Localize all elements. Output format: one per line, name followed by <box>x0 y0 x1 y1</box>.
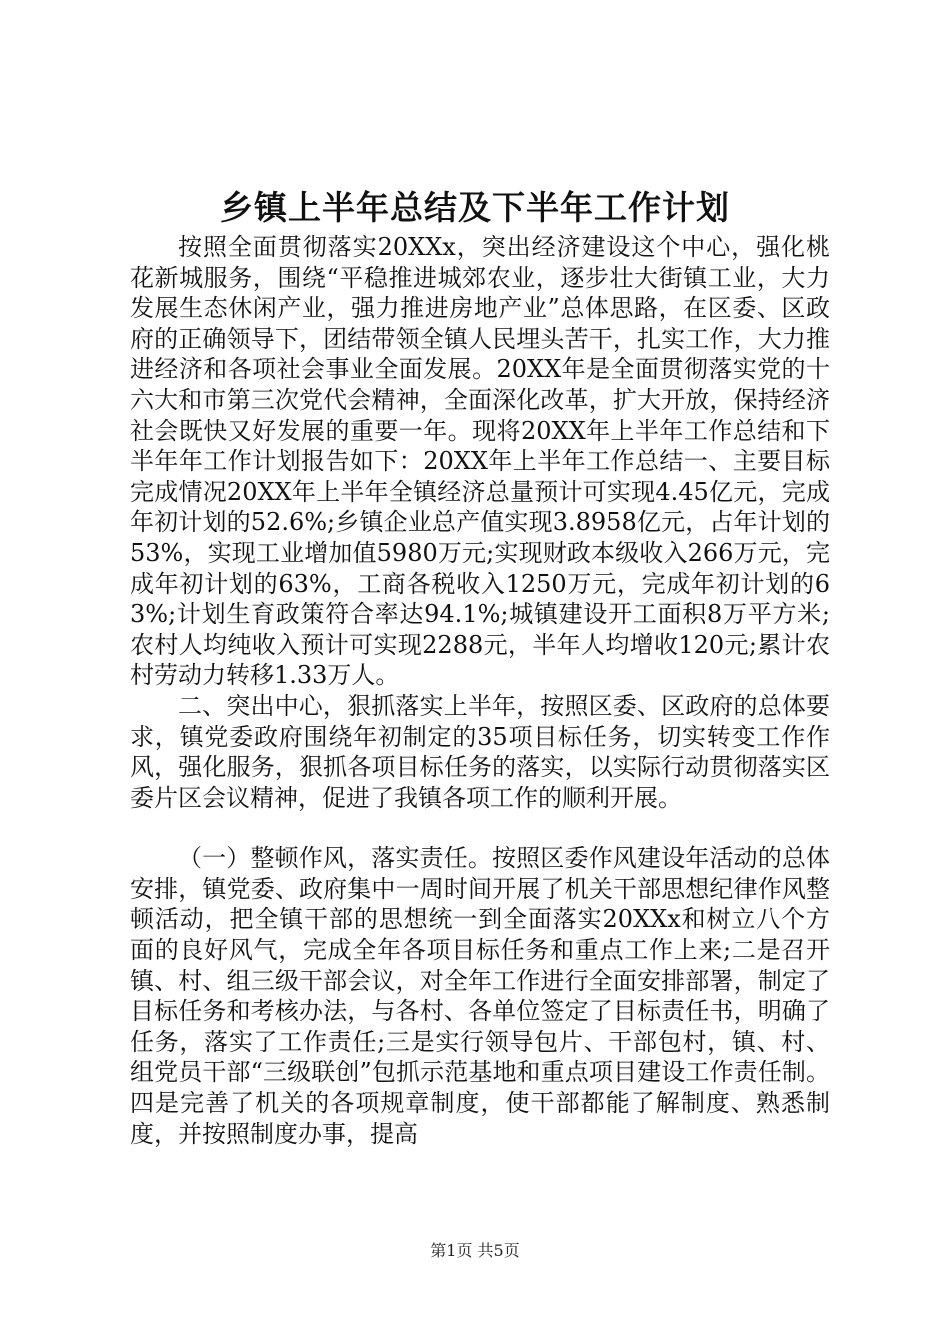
paragraph-focus: 二、突出中心，狠抓落实上半年，按照区委、区政府的总体要求，镇党委政府围绕年初制定的35项目标任务，切实转变工作作风，强化服务，狠抓各项目标任务的落实，以实际行动贯彻落实区委片区会议精神，促进了我镇各项工作的顺利开展。 <box>130 691 830 812</box>
paragraph-summary: 按照全面贯彻落实20XXx，突出经济建设这个中心，强化桃花新城服务，围绕“平稳推进城郊农业，逐步壮大街镇工业，大力发展生态休闲产业，强力推进房地产业”总体思路，在区委、区政府的正确领导下，团结带领全镇人民埋头苦干，扎实工作，大力推进经济和各项社会事业全面发展。20XX年是全面贯彻落实党的十六大和市第三次党代会精神，全面深化改革，扩大开放，保持经济社会既快又好发展的重要一年。现将20XX年上半年工作总结和下半年年工作计划报告如下：20XX年上半年工作总结一、主要目标完成情况20XX年上半年全镇经济总量预计可实现4.45亿元，完成年初计划的52.6%;乡镇企业总产值实现3.8958亿元，占年计划的53%，实现工业增加值5980万元;实现财政本级收入266万元，完成年初计划的63%，工商各税收入1250万元，完成年初计划的63%;计划生育政策符合率达94.1%;城镇建设开工面积8万平方米;农村人均纯收入预计可实现2288元，半年人均增收120元;累计农村劳动力转移1.33万人。 <box>130 233 830 690</box>
paragraph-style-rectification: （一）整顿作风，落实责任。按照区委作风建设年活动的总体安排，镇党委、政府集中一周时间开展了机关干部思想纪律作风整顿活动，把全镇干部的思想统一到全面落实20XXx和树立八个方面的良好风气，完成全年各项目标任务和重点工作上来;二是召开镇、村、组三级干部会议，对全年工作进行全面安排部署，制定了目标任务和考核办法，与各村、各单位签定了目标责任书，明确了任务，落实了工作责任;三是实行领导包片、干部包村，镇、村、组党员干部“三级联创”包抓示范基地和重点项目建设工作责任制。四是完善了机关的各项规章制度，使干部都能了解制度、熟悉制度，并按照制度办事，提高 <box>130 844 830 1148</box>
document-body <box>130 232 830 1149</box>
paragraph-spacer <box>130 813 830 843</box>
document-title: 乡镇上半年总结及下半年工作计划 <box>220 188 730 227</box>
page-footer: 第1页 共5页 <box>430 1241 520 1260</box>
